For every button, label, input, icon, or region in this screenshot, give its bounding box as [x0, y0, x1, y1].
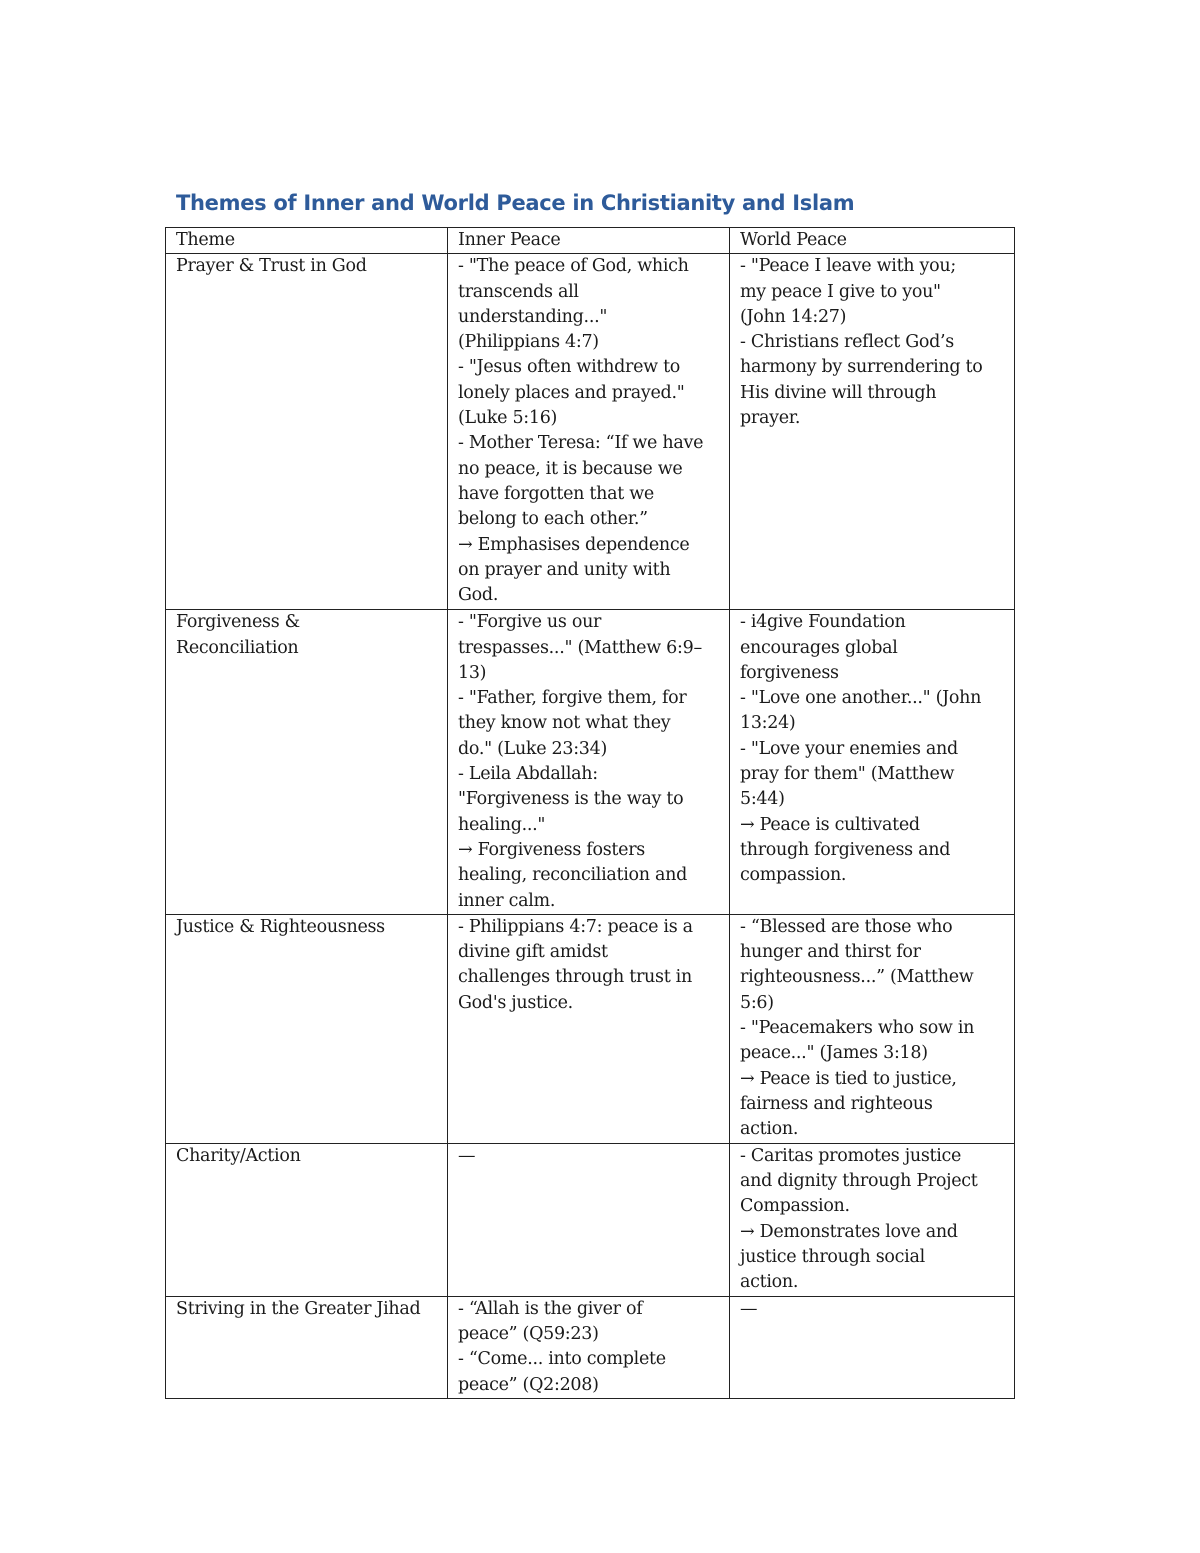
cell-text-line: → Demonstrates love and — [740, 1221, 958, 1242]
cell-text-line: justice through social — [740, 1247, 925, 1268]
cell-text-line: forgiveness — [740, 662, 839, 683]
cell-text-line: fairness and righteous — [740, 1093, 933, 1114]
cell-text-line: Prayer & Trust in God — [176, 256, 367, 277]
world-peace-cell — [730, 1143, 1015, 1296]
cell-text-line: Charity/Action — [176, 1145, 301, 1166]
cell-text-line: - Christians reflect God’s — [740, 332, 954, 353]
cell-text-line: - “Allah is the giver of — [458, 1298, 643, 1319]
cell-text-line: - "Father, forgive them, for — [458, 688, 687, 709]
cell-text-line: my peace I give to you" — [740, 281, 941, 302]
cell-text-line: action. — [740, 1272, 799, 1293]
world-peace-cell — [730, 254, 1015, 610]
cell-text-line: through forgiveness and — [740, 839, 951, 860]
cell-text-line: encourages global — [740, 637, 898, 658]
cell-text-line: belong to each other.” — [458, 509, 648, 530]
cell-text-line: action. — [740, 1119, 799, 1140]
cell-text-line: peace..." (James 3:18) — [740, 1043, 928, 1064]
cell-text-line: - Mother Teresa: “If we have — [458, 433, 704, 454]
cell-text-line: - "Peace I leave with you; — [740, 256, 956, 277]
cell-text-line: - i4give Foundation — [740, 612, 906, 633]
cell-text-line: — — [458, 1145, 476, 1166]
cell-text-line: they know not what they — [458, 713, 671, 734]
cell-text-line: His divine will through — [740, 382, 937, 403]
theme-cell — [166, 610, 448, 915]
cell-text-line: - "Love one another..." (John — [740, 688, 982, 709]
table-row — [166, 1143, 1015, 1296]
inner-peace-cell — [448, 1143, 730, 1296]
cell-text-line: divine gift amidst — [458, 942, 608, 963]
theme-cell — [166, 914, 448, 1143]
inner-peace-cell — [448, 914, 730, 1143]
cell-text-line: Reconciliation — [176, 637, 299, 658]
cell-text-line: (Philippians 4:7) — [458, 332, 599, 353]
cell-text-line: 13:24) — [740, 713, 796, 734]
cell-text-line: → Peace is cultivated — [740, 814, 920, 835]
cell-text-line: hunger and thirst for — [740, 942, 921, 963]
cell-text-line: - “Come... into complete — [458, 1349, 666, 1370]
inner-peace-cell — [448, 254, 730, 610]
cell-text-line: harmony by surrendering to — [740, 357, 983, 378]
cell-text-line: peace” (Q2:208) — [458, 1374, 599, 1395]
cell-text-line: healing..." — [458, 814, 546, 835]
cell-text-line: challenges through trust in — [458, 967, 692, 988]
cell-text-line: - "Love your enemies and — [740, 738, 958, 759]
cell-text-line: 13) — [458, 662, 487, 683]
cell-text-line: compassion. — [740, 865, 847, 886]
cell-text-line: - "Peacemakers who sow in — [740, 1018, 975, 1039]
cell-text-line: - Philippians 4:7: peace is a — [458, 916, 693, 937]
cell-text-line: — — [740, 1298, 758, 1319]
cell-text-line: (Luke 5:16) — [458, 408, 558, 429]
cell-text-line: - Leila Abdallah: — [458, 764, 598, 785]
cell-text-line: God's justice. — [458, 992, 573, 1013]
cell-text-line: Striving in the Greater Jihad — [176, 1298, 421, 1319]
world-peace-cell — [730, 1296, 1015, 1398]
cell-text-line: - "Jesus often withdrew to — [458, 357, 681, 378]
cell-text-line: prayer. — [740, 408, 801, 429]
cell-text-line: Compassion. — [740, 1196, 850, 1217]
cell-text-line: → Peace is tied to justice, — [740, 1068, 957, 1089]
world-peace-cell — [730, 914, 1015, 1143]
cell-text-line: do." (Luke 23:34) — [458, 738, 608, 759]
cell-text-line: - “Blessed are those who — [740, 916, 953, 937]
cell-text-line: transcends all — [458, 281, 579, 302]
table-row — [166, 1296, 1015, 1398]
cell-text-line: "Forgiveness is the way to — [458, 789, 684, 810]
world-peace-cell — [730, 610, 1015, 915]
cell-text-line: trespasses..." (Matthew 6:9– — [458, 637, 702, 658]
cell-text-line: - "The peace of God, which — [458, 256, 689, 277]
cell-text-line: → Emphasises dependence — [458, 534, 690, 555]
table-row — [166, 610, 1015, 915]
table-header-row — [166, 228, 1015, 254]
column-header-theme: Theme — [166, 228, 448, 254]
themes-table — [165, 227, 1015, 1399]
theme-cell — [166, 254, 448, 610]
inner-peace-cell — [448, 1296, 730, 1398]
cell-text-line: healing, reconciliation and — [458, 865, 688, 886]
cell-text-line: pray for them" (Matthew — [740, 764, 955, 785]
cell-text-line: Justice & Righteousness — [176, 916, 385, 937]
cell-text-line: → Forgiveness fosters — [458, 839, 645, 860]
cell-text-line: - "Forgive us our — [458, 612, 602, 633]
table-row — [166, 914, 1015, 1143]
column-header-world-peace: World Peace — [730, 228, 1015, 254]
table-row — [166, 254, 1015, 610]
cell-text-line: and dignity through Project — [740, 1171, 978, 1192]
cell-text-line: understanding..." — [458, 306, 608, 327]
cell-text-line: God. — [458, 585, 499, 606]
page-title: Themes of Inner and World Peace in Christianity and Islam — [176, 191, 855, 215]
cell-text-line: inner calm. — [458, 890, 556, 911]
cell-text-line: lonely places and prayed." — [458, 382, 685, 403]
theme-cell — [166, 1296, 448, 1398]
cell-text-line: righteousness...” (Matthew — [740, 967, 974, 988]
cell-text-line: 5:44) — [740, 789, 785, 810]
theme-cell — [166, 1143, 448, 1296]
cell-text-line: - Caritas promotes justice — [740, 1145, 962, 1166]
inner-peace-cell — [448, 610, 730, 915]
cell-text-line: (John 14:27) — [740, 306, 847, 327]
cell-text-line: on prayer and unity with — [458, 559, 671, 580]
column-header-inner-peace: Inner Peace — [448, 228, 730, 254]
cell-text-line: no peace, it is because we — [458, 458, 683, 479]
cell-text-line: have forgotten that we — [458, 483, 654, 504]
cell-text-line: Forgiveness & — [176, 612, 300, 633]
cell-text-line: peace” (Q59:23) — [458, 1324, 599, 1345]
cell-text-line: 5:6) — [740, 992, 774, 1013]
